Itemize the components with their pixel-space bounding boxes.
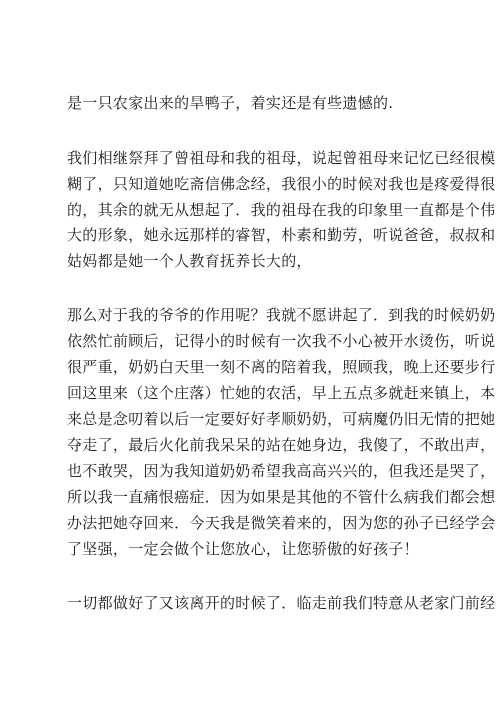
paragraph-line: 是一只农家出来的旱鸭子，着实还是有些遗憾的. (67, 94, 394, 112)
paragraph-line: 那么对于我的爷爷的作用呢？我就不愿讲起了．到我的时候奶奶 (67, 306, 496, 324)
paragraph-line: 也不敢哭，因为我知道奶奶希望我高高兴兴的，但我还是哭了， (67, 462, 496, 480)
paragraph-line: 夺走了，最后火化前我呆呆的站在她身边，我傻了，不敢出声， (67, 436, 496, 454)
paragraph-line: 姑妈都是她一个人教育抚养长大的， (67, 252, 312, 270)
paragraph-line: 依然忙前顾后，记得小的时候有一次我不小心被开水烫伤，听说 (67, 332, 496, 350)
paragraph-line: 一切都做好了又该离开的时候了．临走前我们特意从老家门前经 (67, 594, 496, 612)
paragraph-line: 很严重，奶奶白天里一刻不离的陪着我，照顾我，晚上还要步行 (67, 358, 496, 376)
paragraph-line: 了坚强，一定会做个让您放心，让您骄傲的好孩子！ (67, 540, 419, 558)
paragraph-line: 的，其余的就无从想起了．我的祖母在我的印象里一直都是个伟 (67, 201, 496, 219)
paragraph-line: 所以我一直痛恨癌症．因为如果是其他的不管什么病我们都会想 (67, 488, 496, 506)
paragraph-line: 大的形象，她永远那样的睿智，朴素和勤劳，听说爸爸，叔叔和 (67, 226, 496, 244)
paragraph-line: 办法把她夺回来．今天我是微笑着来的，因为您的孙子已经学会 (67, 514, 496, 532)
paragraph-line: 回这里来（这个庄落）忙她的农活，早上五点多就赶来镇上，本 (67, 384, 496, 402)
paragraph-line: 我们相继祭拜了曾祖母和我的祖母，说起曾祖母来记忆已经很模 (67, 149, 496, 167)
paragraph-line: 来总是念叨着以后一定要好好孝顺奶奶，可病魔仍旧无情的把她 (67, 410, 496, 428)
paragraph-line: 糊了，只知道她吃斋信佛念经，我很小的时候对我也是疼爱得很 (67, 175, 496, 193)
